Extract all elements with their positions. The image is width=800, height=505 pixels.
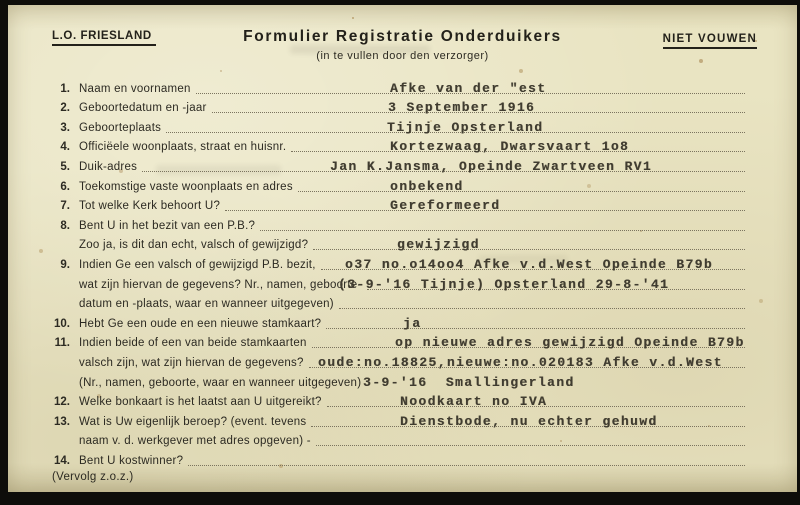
answer-text: Noodkaart no IVA — [400, 394, 548, 410]
question-text: Hebt Ge een oude en een nieuwe stamkaart? — [79, 317, 322, 330]
form-line — [8, 274, 797, 294]
form-line — [8, 254, 797, 274]
row-number: 14. — [54, 454, 70, 467]
row-number: 6. — [60, 180, 70, 193]
row-number: 13. — [54, 415, 70, 428]
question-text: datum en -plaats, waar en wanneer uitgegeven) — [79, 298, 334, 311]
question-text: valsch zijn, wat zijn hiervan de gegevens? — [79, 356, 304, 369]
row-number: 2. — [60, 102, 70, 115]
form-line — [8, 137, 797, 157]
form-title: Formulier Registratie Onderduikers — [243, 28, 562, 45]
answer-text: o37 no.o14oo4 Afke v.d.West Opeinde B79b — [345, 256, 714, 272]
form-line — [8, 313, 797, 333]
answer-text: (3-9-'16 Tijnje) Opsterland 29-8-'41 — [338, 276, 670, 292]
row-number: 9. — [60, 258, 70, 271]
no-fold-label: NIET VOUWEN — [663, 33, 757, 49]
form-line — [8, 98, 797, 118]
paper-stains — [352, 17, 354, 19]
form-line — [8, 411, 797, 431]
question-text: Bent U in het bezit van een P.B.? — [79, 219, 256, 232]
form-line — [8, 235, 797, 255]
footer-note: (Vervolg z.o.z.) — [52, 471, 134, 483]
form-line — [8, 431, 797, 451]
question-text: Zoo ja, is dit dan echt, valsch of gewijzigd? — [79, 239, 309, 252]
form-line — [8, 333, 797, 353]
row-number: 8. — [60, 219, 70, 232]
dotted-leader — [313, 249, 745, 250]
row-number: 10. — [54, 317, 70, 330]
answer-text: Dienstbode, nu echter gehuwd — [400, 413, 658, 429]
form-line — [8, 294, 797, 314]
dotted-leader — [260, 230, 745, 231]
question-text: Welke bonkaart is het laatst aan U uitgereikt? — [79, 396, 322, 409]
form-line — [8, 78, 797, 98]
form-line — [8, 196, 797, 216]
form-line — [8, 176, 797, 196]
form-line — [8, 156, 797, 176]
question-text: Duik-adres — [79, 160, 138, 173]
dotted-leader — [339, 308, 745, 309]
question-text: (Nr., namen, geboorte, waar en wanneer uitgegeven) — [79, 376, 362, 389]
question-text: Geboortedatum en -jaar — [79, 102, 207, 115]
form-line — [8, 117, 797, 137]
row-number: 11. — [54, 337, 70, 350]
question-text: wat zijn hiervan de gegevens? Nr., namen, geboorte- — [79, 278, 362, 291]
question-text: Toekomstige vaste woonplaats en adres — [79, 180, 293, 193]
answer-text: 3 September 1916 — [388, 100, 536, 116]
dotted-leader — [326, 328, 745, 329]
dotted-leader — [316, 445, 745, 446]
row-number: 7. — [60, 200, 70, 213]
answer-text: Tijnje Opsterland — [387, 119, 544, 135]
row-number: 12. — [54, 396, 70, 409]
question-text: Tot welke Kerk behoort U? — [79, 200, 221, 213]
question-text: Geboorteplaats — [79, 121, 162, 134]
answer-text: op nieuwe adres gewijzigd Opeinde B79b — [395, 335, 745, 351]
row-number: 1. — [60, 82, 70, 95]
form-line — [8, 352, 797, 372]
row-number: 4. — [60, 141, 70, 154]
form-subtitle: (in te vullen door den verzorger) — [316, 50, 489, 62]
answer-text: Gereformeerd — [390, 198, 501, 214]
form-line — [8, 450, 797, 470]
form-line — [8, 215, 797, 235]
row-number: 5. — [60, 160, 70, 173]
answer-text: 3-9-'16 Smallingerland — [363, 374, 575, 390]
document-paper — [8, 5, 797, 492]
answer-text: Afke van der "est — [390, 80, 547, 96]
answer-text: Jan K.Jansma, Opeinde Zwartveen RV1 — [330, 158, 653, 174]
answer-text: oude:no.18825,nieuwe:no.020183 Afke v.d.West — [318, 354, 723, 370]
question-text: Officiëele woonplaats, straat en huisnr. — [79, 141, 287, 154]
answer-text: gewijzigd — [397, 237, 480, 253]
form-line — [8, 392, 797, 412]
answer-text: ja — [403, 315, 422, 331]
dotted-leader — [188, 465, 745, 466]
answer-text: Kortezwaag, Dwarsvaart 1o8 — [390, 139, 630, 155]
dotted-leader — [298, 191, 745, 192]
form-body — [8, 78, 797, 470]
form-line — [8, 372, 797, 392]
row-number: 3. — [60, 121, 70, 134]
question-text: Bent U kostwinner? — [79, 454, 184, 467]
question-text: naam v. d. werkgever met adres opgeven) - — [79, 435, 311, 448]
question-text: Indien Ge een valsch of gewijzigd P.B. bezit, — [79, 258, 316, 271]
answer-text: onbekend — [390, 178, 464, 194]
question-text: Wat is Uw eigenlijk beroep? (event. tevens — [79, 415, 307, 428]
question-text: Naam en voornamen — [79, 82, 191, 95]
question-text: Indien beide of een van beide stamkaarten — [79, 337, 307, 350]
org-label: L.O. FRIESLAND — [52, 30, 156, 46]
